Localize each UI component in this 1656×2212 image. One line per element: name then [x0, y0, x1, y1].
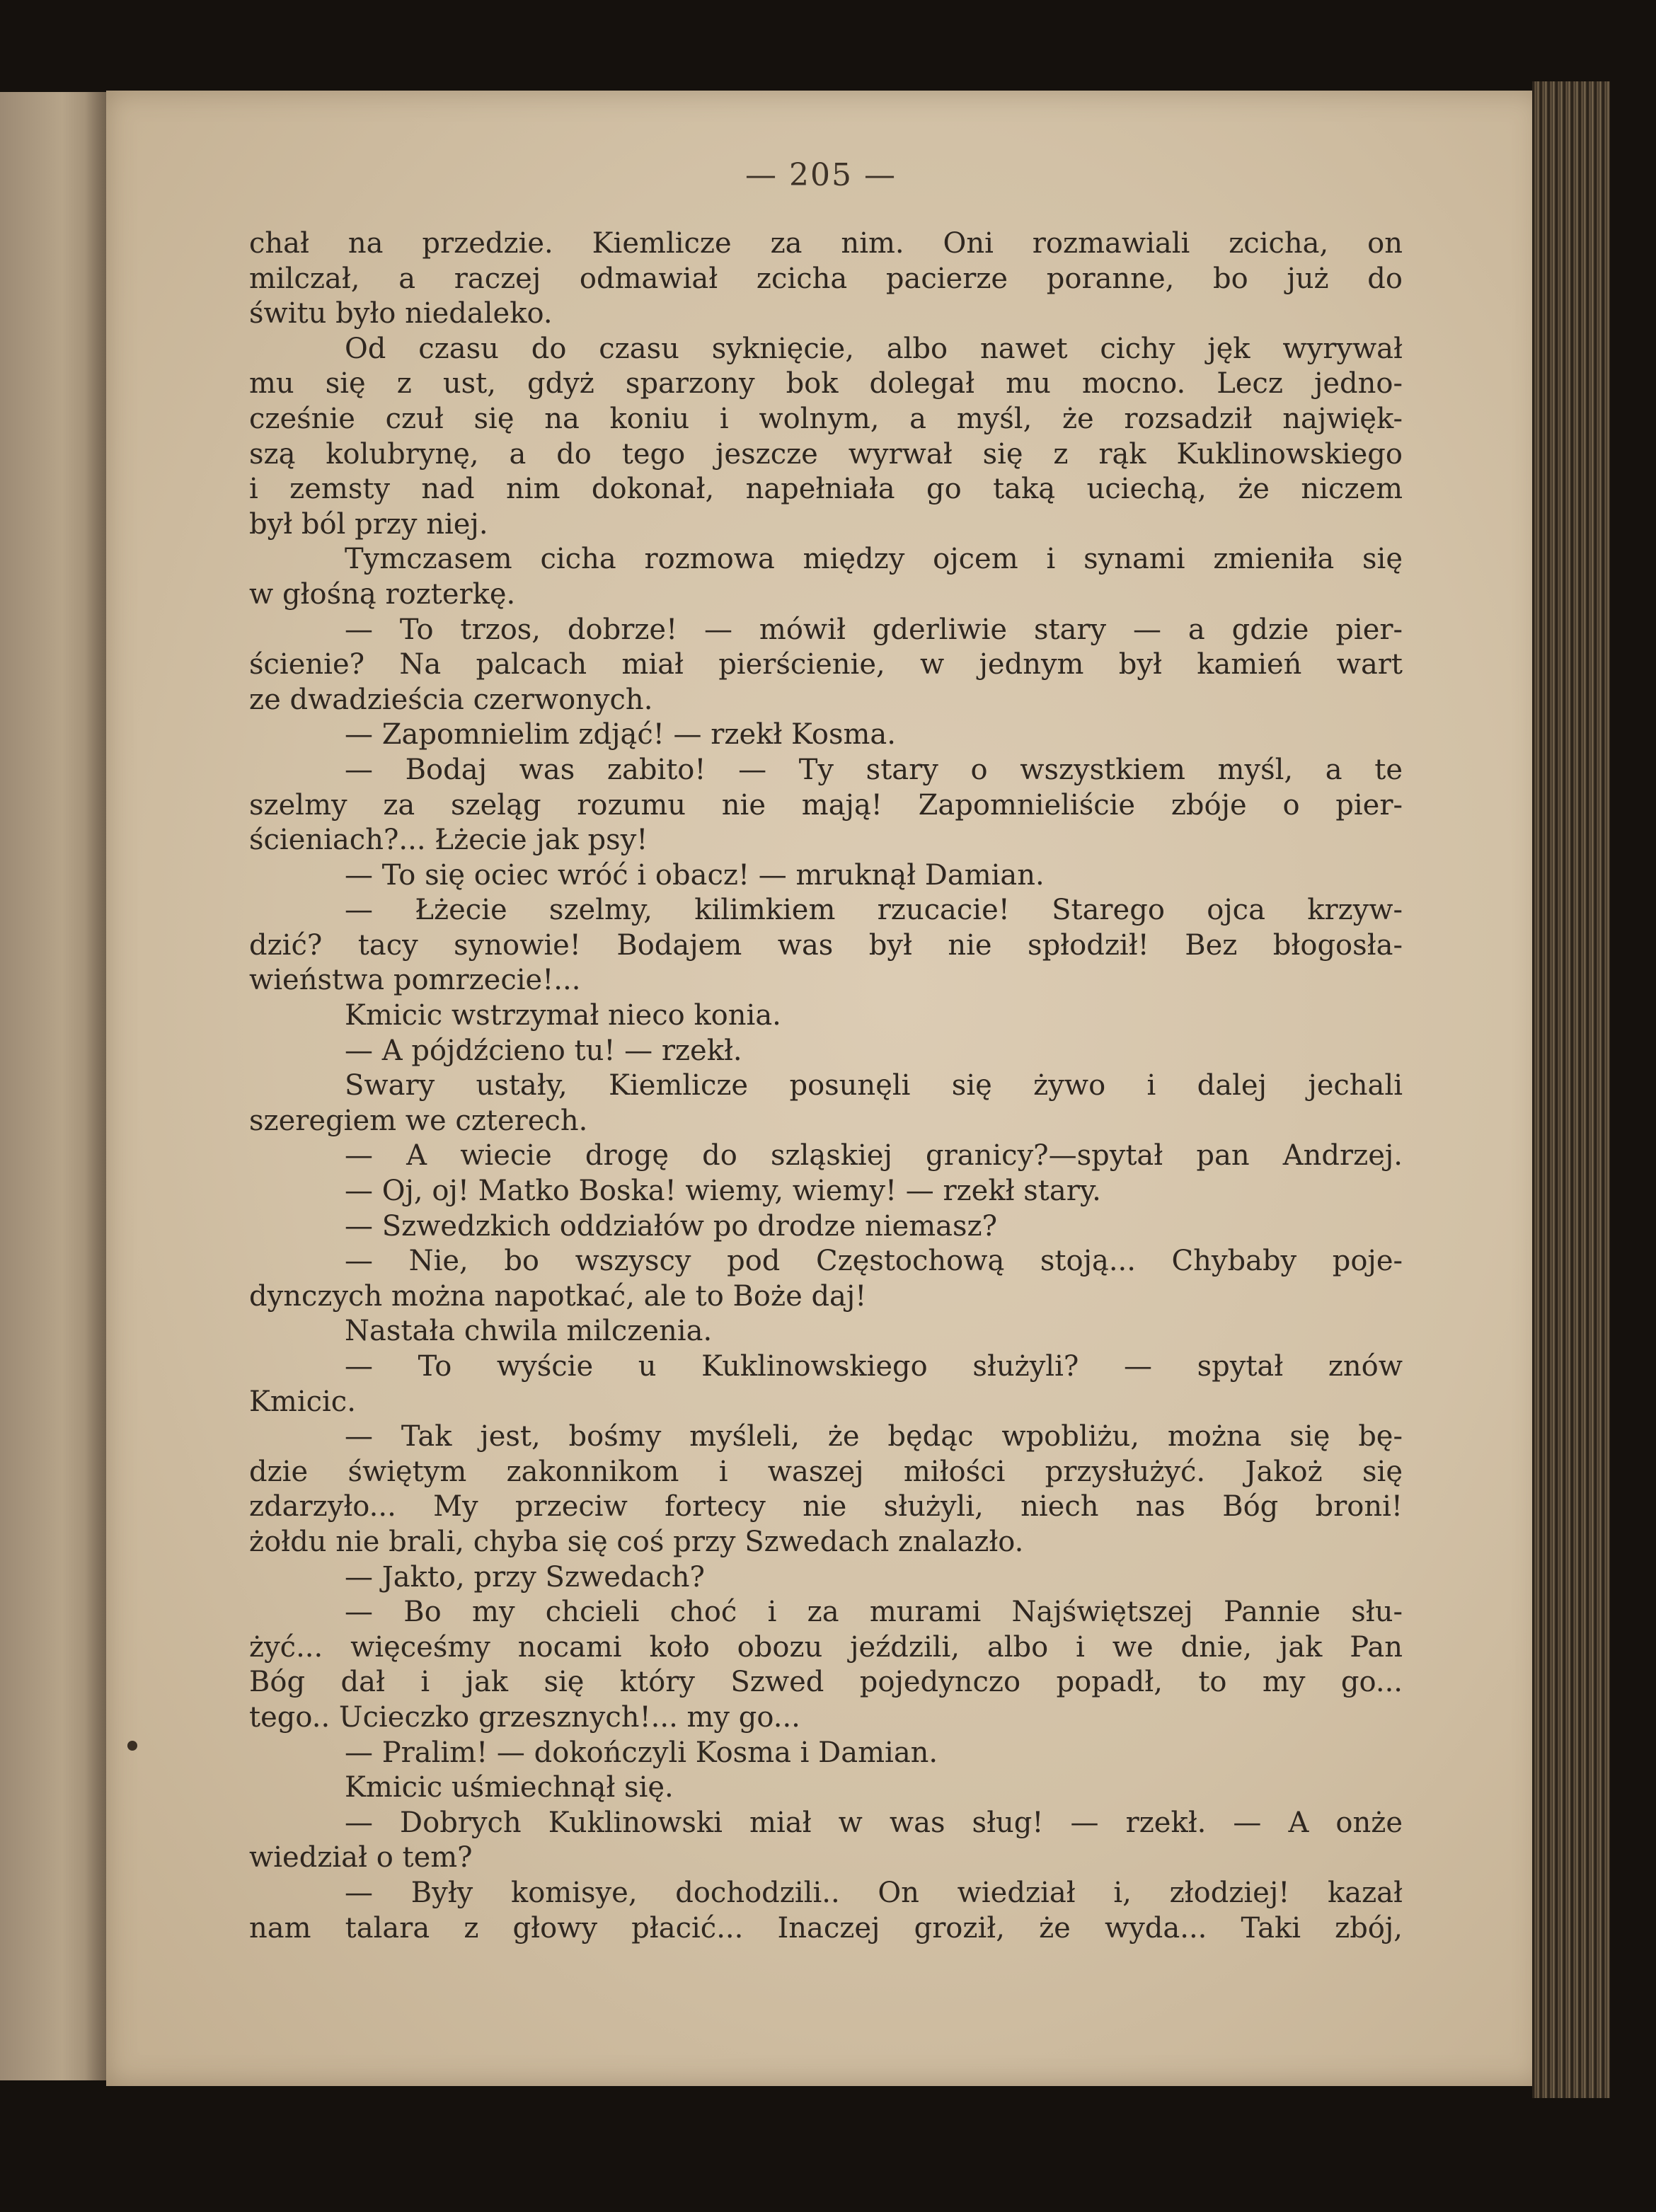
- text-line: Kmicic wstrzymał nieco konia.: [345, 999, 781, 1032]
- text-line: — Bodaj was zabito! — Ty stary o wszystkiem myśl, a te: [345, 753, 1403, 786]
- text-line: — To wyście u Kuklinowskiego służyli? — spytał znów: [345, 1350, 1403, 1383]
- text-line: i zemsty nad nim dokonał, napełniała go taką uciechą, że niczem: [249, 473, 1403, 506]
- text-line: Od czasu do czasu syknięcie, albo nawet cichy jęk wyrywał: [345, 332, 1403, 365]
- text-line: chał na przedzie. Kiemlicze za nim. Oni rozmawiali zcicha, on: [249, 227, 1403, 260]
- text-line: świtu było niedaleko.: [249, 297, 553, 330]
- text-line: — Jakto, przy Szwedach?: [345, 1560, 705, 1594]
- text-line: mu się z ust, gdyż sparzony bok dolegał mu mocno. Lecz jedno-: [249, 367, 1403, 401]
- text-line: — Były komisye, dochodzili.. On wiedział i, złodziej! kazał: [345, 1876, 1403, 1909]
- text-line: Tymczasem cicha rozmowa między ojcem i synami zmieniła się: [345, 543, 1403, 576]
- text-line: szeregiem we czterech.: [249, 1104, 588, 1137]
- text-line: tego.. Ucieczko grzesznych!... my go...: [249, 1700, 800, 1734]
- text-line: — Oj, oj! Matko Boska! wiemy, wiemy! — rzekł stary.: [345, 1175, 1101, 1208]
- text-line: — Dobrych Kuklinowski miał w was sług! — rzekł. — A onże: [345, 1806, 1403, 1839]
- text-line: Bóg dał i jak się który Szwed pojedynczo popadł, to my go...: [249, 1666, 1403, 1699]
- text-line: dynczych można napotkać, ale to Boże daj!: [249, 1279, 867, 1313]
- text-line: — A pójdźcieno tu! — rzekł.: [345, 1034, 742, 1067]
- text-line: zdarzyło... My przeciw fortecy nie służyli, niech nas Bóg broni!: [249, 1490, 1403, 1523]
- text-line: — To się ociec wróć i obacz! — mruknął Damian.: [345, 858, 1045, 892]
- text-line: milczał, a raczej odmawiał zcicha pacierze poranne, bo już do: [249, 262, 1403, 295]
- page-edges: [1532, 81, 1610, 2098]
- text-line: Kmicic.: [249, 1385, 356, 1418]
- text-line: — Nie, bo wszyscy pod Częstochową stoją... Chybaby poje-: [345, 1245, 1403, 1278]
- text-line: cześnie czuł się na koniu i wolnym, a myśl, że rozsadził najwięk-: [249, 402, 1403, 435]
- ink-spot: [127, 1741, 137, 1751]
- text-line: szą kolubrynę, a do tego jeszcze wyrwał się z rąk Kuklinowskiego: [249, 437, 1403, 471]
- text-line: — A wiecie drogę do szląskiej granicy?—spytał pan Andrzej.: [345, 1139, 1403, 1173]
- text-line: — Pralim! — dokończyli Kosma i Damian.: [345, 1736, 938, 1769]
- text-line: — Szwedzkich oddziałów po drodze niemasz?: [345, 1209, 998, 1243]
- text-line: — Zapomnielim zdjąć! — rzekł Kosma.: [345, 718, 896, 751]
- text-line: dzić? tacy synowie! Bodajem was był nie spłodził! Bez błogosła-: [249, 928, 1403, 962]
- text-line: — To trzos, dobrze! — mówił gderliwie stary — a gdzie pier-: [345, 613, 1403, 646]
- text-line: Kmicic uśmiechnął się.: [345, 1771, 674, 1804]
- text-line: żyć... więceśmy nocami koło obozu jeździli, albo i we dnie, jak Pan: [249, 1630, 1403, 1664]
- text-line: szelmy za szeląg rozumu nie mają! Zapomnieliście zbóje o pier-: [249, 788, 1403, 822]
- text-line: ze dwadzieścia czerwonych.: [249, 683, 653, 716]
- text-line: Swary ustały, Kiemlicze posunęli się żywo i dalej jechali: [345, 1069, 1403, 1102]
- text-line: wiedział o tem?: [249, 1841, 473, 1874]
- page-number: — 205 —: [745, 157, 897, 193]
- text-line: ścienie? Na palcach miał pierścienie, w jednym był kamień wart: [249, 648, 1403, 681]
- text-line: — Łżecie szelmy, kilimkiem rzucacie! Starego ojca krzyw-: [345, 894, 1403, 927]
- text-line: nam talara z głowy płacić... Inaczej groził, że wyda... Taki zbój,: [249, 1911, 1403, 1945]
- text-line: Nastała chwila milczenia.: [345, 1315, 713, 1348]
- text-line: ścieniach?... Łżecie jak psy!: [249, 824, 648, 857]
- text-line: — Bo my chcieli choć i za murami Najświętszej Pannie słu-: [345, 1596, 1403, 1629]
- text-line: wieństwa pomrzecie!...: [249, 964, 581, 997]
- text-line: — Tak jest, bośmy myśleli, że będąc wpobliżu, można się bę-: [345, 1420, 1403, 1453]
- text-line: żołdu nie brali, chyba się coś przy Szwedach znalazło.: [249, 1525, 1024, 1558]
- body-text: [249, 226, 1403, 1946]
- text-line: dzie świętym zakonnikom i waszej miłości przysłużyć. Jakoż się: [249, 1455, 1403, 1488]
- text-line: w głośną rozterkę.: [249, 577, 516, 611]
- text-line: był ból przy niej.: [249, 507, 488, 541]
